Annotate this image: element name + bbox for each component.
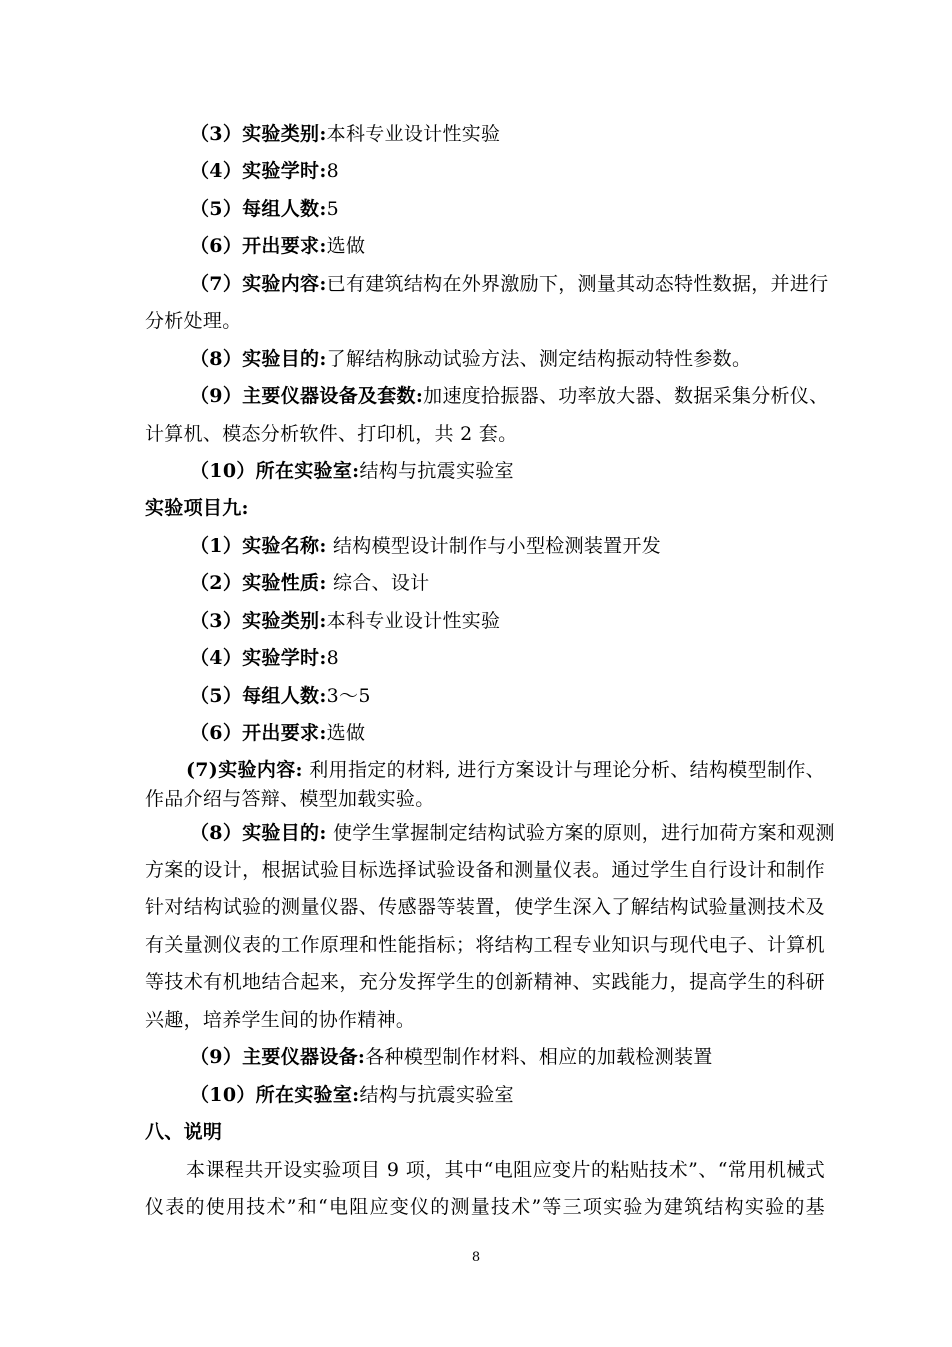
item-value: 本科专业设计性实验: [326, 123, 501, 145]
item-label: （8）实验目的:: [190, 348, 327, 370]
item-label: （7）实验内容:: [190, 273, 327, 295]
item-purpose-line: 方案的设计，根据试验目标选择试验设备和测量仪表。通过学生自行设计和制作: [145, 859, 825, 881]
item-group-size: [190, 684, 825, 708]
item-value: 结构与抗震实验室: [359, 1084, 514, 1106]
item-value: 选做: [326, 722, 366, 744]
item-purpose-line: 针对结构试验的测量仪器、传感器等装置，使学生深入了解结构试验量测技术及: [145, 896, 825, 918]
item-laboratory: [190, 1083, 825, 1107]
page-number: 8: [471, 1250, 481, 1265]
item-label: （2）实验性质:: [190, 572, 327, 594]
item-value: 选做: [326, 235, 366, 257]
paragraph-line: 本课程共开设实验项目 9 项，其中“电阻应变片的粘贴技术”、“常用机械式: [186, 1159, 825, 1181]
item-label: （3）实验类别:: [190, 123, 327, 145]
item-value: 使学生掌握制定结构试验方案的原则，进行加荷方案和观测: [326, 822, 835, 844]
item-label: (7)实验内容:: [186, 759, 303, 781]
item-purpose: [190, 821, 835, 845]
item-label: （1）实验名称:: [190, 535, 327, 557]
item-requirement: [190, 234, 825, 258]
item-label: （5）每组人数:: [190, 685, 327, 707]
item-hours: [190, 646, 825, 670]
item-value: 综合、设计: [326, 572, 430, 594]
item-value: 利用指定的材料, 进行方案设计与理论分析、结构模型制作、: [302, 759, 825, 781]
item-label: （9）主要仪器设备及套数:: [190, 385, 424, 407]
item-content-continued: 作品介绍与答辩、模型加载实验。: [145, 788, 435, 810]
item-purpose-line: 有关量测仪表的工作原理和性能指标；将结构工程专业知识与现代电子、计算机: [145, 934, 825, 956]
item-equipment-continued: 计算机、模态分析软件、打印机，共 2 套。: [145, 423, 518, 445]
item-value: 本科专业设计性实验: [326, 610, 501, 632]
item-category: [190, 609, 825, 633]
item-label: （8）实验目的:: [190, 822, 327, 844]
item-equipment: [190, 384, 829, 408]
item-purpose-line: 等技术有机地结合起来，充分发挥学生的创新精神、实践能力，提高学生的科研: [145, 971, 825, 993]
item-content: [190, 272, 829, 296]
item-purpose-line: 兴趣，培养学生间的协作精神。: [145, 1009, 416, 1031]
item-value: 3～5: [326, 685, 371, 707]
item-label: （5）每组人数:: [190, 198, 327, 220]
item-value: 结构模型设计制作与小型检测装置开发: [326, 535, 662, 557]
project-heading: 实验项目九:: [145, 497, 249, 519]
item-label: （6）开出要求:: [190, 722, 327, 744]
item-value: 8: [326, 647, 340, 669]
item-laboratory: [190, 459, 825, 483]
item-label: （10）所在实验室:: [190, 460, 360, 482]
item-value: 8: [326, 160, 340, 182]
item-value: 已有建筑结构在外界激励下，测量其动态特性数据，并进行: [326, 273, 829, 295]
item-value: 结构与抗震实验室: [359, 460, 514, 482]
item-label: （10）所在实验室:: [190, 1084, 360, 1106]
item-content: [186, 758, 825, 782]
item-value: 了解结构脉动试验方法、测定结构振动特性参数。: [326, 348, 752, 370]
item-label: （9）主要仪器设备:: [190, 1046, 366, 1068]
item-nature: [190, 571, 825, 595]
item-label: （6）开出要求:: [190, 235, 327, 257]
item-purpose: [190, 347, 825, 371]
item-group-size: [190, 197, 825, 221]
item-label: （4）实验学时:: [190, 160, 327, 182]
item-category: [190, 122, 825, 146]
item-hours: [190, 159, 825, 183]
item-value: 5: [326, 198, 340, 220]
paragraph-line: 仪表的使用技术”和“电阻应变仪的测量技术”等三项实验为建筑结构实验的基: [145, 1196, 825, 1218]
item-content-continued: 分析处理。: [145, 310, 242, 332]
item-equipment: [190, 1045, 825, 1069]
item-value: 各种模型制作材料、相应的加载检测装置: [365, 1046, 713, 1068]
section-heading: 八、说明: [145, 1121, 223, 1143]
item-value: 加速度拾振器、功率放大器、数据采集分析仪、: [423, 385, 829, 407]
item-label: （3）实验类别:: [190, 610, 327, 632]
item-requirement: [190, 721, 825, 745]
item-name: [190, 534, 825, 558]
item-label: （4）实验学时:: [190, 647, 327, 669]
